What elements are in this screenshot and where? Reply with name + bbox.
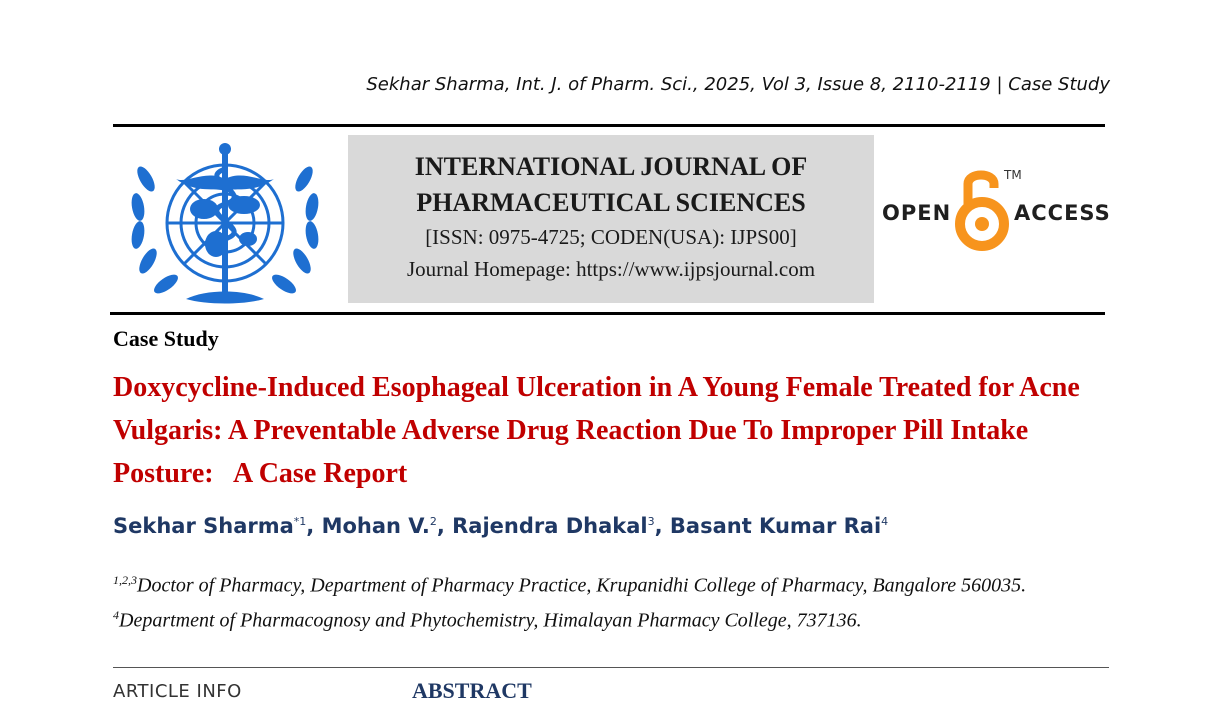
open-access-logo bbox=[878, 164, 1110, 256]
article-title: Doxycycline-Induced Esophageal Ulceration in A Young Female Treated for Acne Vulgaris: A Preventable Adverse Drug Reaction Due To Improper Pill Intake Posture: A Case Report bbox=[113, 372, 1087, 489]
journal-masthead bbox=[348, 135, 874, 303]
author-name: Mohan V. bbox=[321, 514, 430, 538]
author-affiliation-mark: 3 bbox=[647, 515, 655, 528]
author-affiliation-mark: 4 bbox=[881, 515, 889, 528]
affiliation-mark: 1,2,3 bbox=[113, 573, 137, 587]
open-access-right: ACCESS bbox=[1014, 201, 1111, 225]
author-name: Sekhar Sharma bbox=[113, 514, 294, 538]
author-list: Sekhar Sharma$^{*1}$, Mohan V.$^2$, Rajendra Dhakal$^3$, Basant Kumar Rai$^4$ bbox=[113, 514, 889, 538]
open-access-left: OPEN bbox=[882, 201, 952, 225]
author-name: Rajendra Dhakal bbox=[452, 514, 648, 538]
article-type: Case Study bbox=[113, 326, 219, 351]
affiliations bbox=[113, 566, 1113, 635]
abstract-heading: ABSTRACT bbox=[412, 678, 532, 703]
journal-homepage-link[interactable]: Journal Homepage: https://www.ijpsjournal.com bbox=[406, 257, 816, 281]
section-divider bbox=[113, 667, 1109, 668]
trademark-mark: TM bbox=[1004, 168, 1022, 182]
author-affiliation-mark: 2 bbox=[429, 515, 437, 528]
article-info-heading: ARTICLE INFO bbox=[113, 681, 242, 702]
journal-title bbox=[348, 149, 874, 221]
affiliation-mark: 4 bbox=[113, 607, 119, 622]
running-header: Sekhar Sharma, Int. J. of Pharm. Sci., 2025, Vol 3, Issue 8, 2110-2119 | Case Study bbox=[366, 74, 1110, 95]
header-rule-bottom bbox=[110, 312, 1105, 315]
journal-emblem-icon bbox=[126, 139, 324, 307]
journal-issn: [ISSN: 0975-4725; CODEN(USA): IJPS00] bbox=[425, 225, 797, 249]
affiliation-item bbox=[113, 566, 1113, 601]
author-name: Basant Kumar Rai bbox=[669, 514, 882, 538]
journal-title-line2: PHARMACEUTICAL SCIENCES bbox=[416, 188, 806, 217]
author-affiliation-mark: *1 bbox=[293, 515, 307, 528]
affiliation-text: Department of Pharmacognosy and Phytochemistry, Himalayan Pharmacy College, 737136. bbox=[119, 609, 862, 632]
affiliation-text: Doctor of Pharmacy, Department of Pharmacy Practice, Krupanidhi College of Pharmacy, Bangalore 560035. bbox=[137, 574, 1027, 597]
header-rule-top bbox=[113, 124, 1105, 127]
affiliation-item bbox=[113, 601, 1113, 636]
journal-title-line1: INTERNATIONAL JOURNAL OF bbox=[414, 152, 808, 181]
